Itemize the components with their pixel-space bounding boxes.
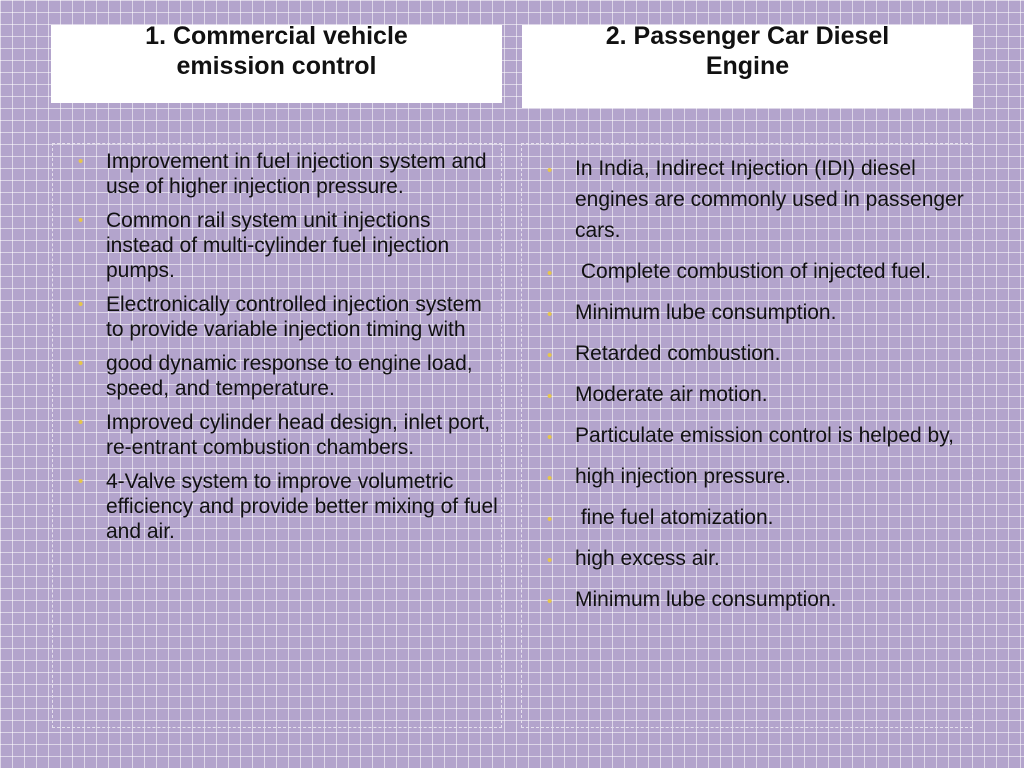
list-item bbox=[547, 256, 967, 287]
list-item bbox=[78, 149, 498, 199]
bullet-icon: • bbox=[547, 388, 553, 405]
list-item-text: Minimum lube consumption. bbox=[575, 301, 837, 324]
list-item bbox=[547, 297, 967, 328]
list-item bbox=[78, 469, 498, 544]
list-item-text: Retarded combustion. bbox=[575, 342, 781, 365]
right-content-panel bbox=[521, 143, 973, 728]
bullet-icon: • bbox=[547, 162, 553, 179]
bullet-icon: • bbox=[547, 347, 553, 364]
list-item bbox=[547, 502, 967, 533]
list-item-text: Moderate air motion. bbox=[575, 383, 768, 406]
right-column-title: 2. Passenger Car Diesel Engine bbox=[605, 22, 890, 80]
list-item-text: Improved cylinder head design, inlet port, re-entrant combustion chambers. bbox=[106, 411, 491, 459]
bullet-icon: • bbox=[547, 429, 553, 446]
bullet-icon: • bbox=[547, 511, 553, 528]
list-item bbox=[547, 461, 967, 492]
bullet-icon: • bbox=[547, 306, 553, 323]
bullet-icon: • bbox=[78, 212, 84, 229]
bullet-icon: • bbox=[547, 470, 553, 487]
list-item-text: fine fuel atomization. bbox=[575, 506, 774, 529]
list-item-text: Common rail system unit injections instead of multi-cylinder fuel injection pumps. bbox=[106, 209, 450, 282]
right-title-box bbox=[522, 22, 973, 108]
bullet-icon: • bbox=[78, 153, 84, 170]
list-item bbox=[547, 420, 967, 451]
bullet-icon: • bbox=[78, 355, 84, 372]
bullet-icon: • bbox=[547, 593, 553, 610]
list-item bbox=[547, 543, 967, 574]
list-item bbox=[78, 410, 498, 460]
left-content-panel bbox=[52, 143, 502, 728]
list-item bbox=[547, 584, 967, 615]
left-column-title: 1. Commercial vehicle emission control bbox=[145, 22, 408, 80]
left-bullet-list bbox=[78, 149, 498, 553]
list-item-text: high excess air. bbox=[575, 547, 720, 570]
bullet-icon: • bbox=[547, 552, 553, 569]
list-item bbox=[78, 208, 498, 283]
list-item-text: good dynamic response to engine load, speed, and temperature. bbox=[106, 352, 473, 400]
list-item-text: high injection pressure. bbox=[575, 465, 791, 488]
list-item-text: Electronically controlled injection system to provide variable injection timing with bbox=[106, 293, 482, 341]
bullet-icon: • bbox=[78, 473, 84, 490]
list-item-text: Complete combustion of injected fuel. bbox=[575, 260, 932, 283]
list-item-text: Minimum lube consumption. bbox=[575, 588, 837, 611]
list-item bbox=[547, 153, 967, 246]
right-bullet-list bbox=[547, 153, 967, 625]
bullet-icon: • bbox=[78, 296, 84, 313]
list-item-text: Improvement in fuel injection system and use of higher injection pressure. bbox=[106, 150, 487, 198]
list-item bbox=[78, 292, 498, 342]
list-item bbox=[547, 379, 967, 410]
list-item-text: 4-Valve system to improve volumetric efficiency and provide better mixing of fuel and air. bbox=[106, 470, 498, 543]
list-item-text: Particulate emission control is helped by, bbox=[575, 424, 954, 447]
bullet-icon: • bbox=[547, 265, 553, 282]
left-title-box bbox=[51, 22, 502, 103]
list-item bbox=[547, 338, 967, 369]
list-item-text: In India, Indirect Injection (IDI) diesel engines are commonly used in passenger cars. bbox=[575, 157, 964, 242]
bullet-icon: • bbox=[78, 414, 84, 431]
list-item bbox=[78, 351, 498, 401]
